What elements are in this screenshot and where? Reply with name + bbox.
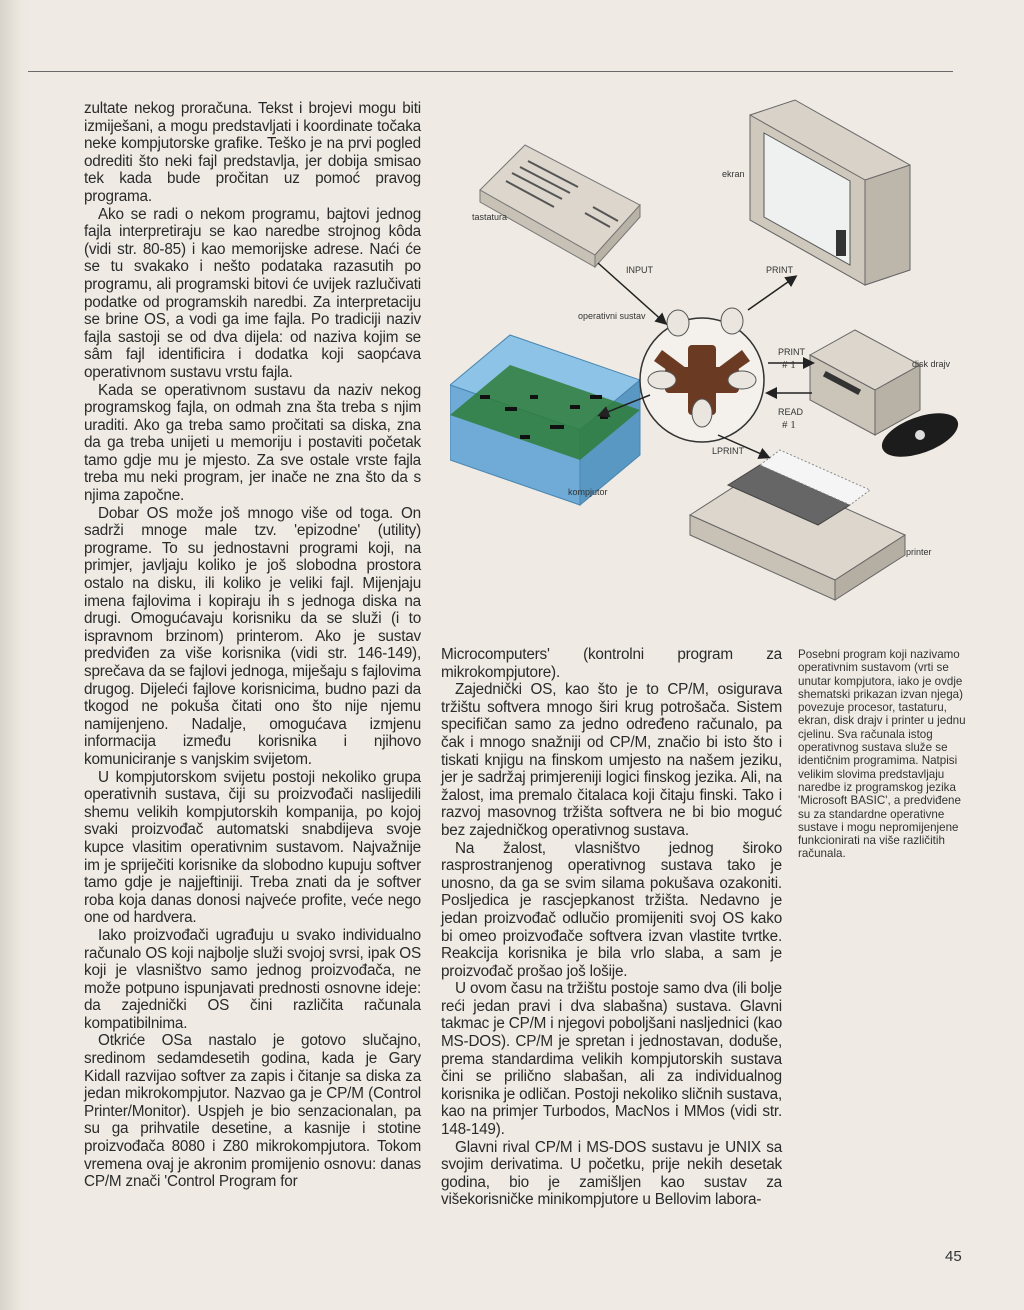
lprint-label: LPRINT — [712, 446, 745, 456]
os-diagram — [450, 95, 970, 615]
print-label: PRINT — [766, 265, 793, 275]
page-number: 45 — [945, 1248, 962, 1265]
paragraph: zultate nekog proračuna. Tekst i brojevi mogu biti izmiješani, a mogu predstavljati i koordinate točaka neke kompjutorske grafike. Teško je na prvi pogled odrediti što neki fajl predstavlja, jer dobija smisao tek kada bude pročitan uz pomoć pravog programa. — [84, 100, 421, 205]
keyboard-illustration — [480, 145, 640, 267]
top-rule — [28, 71, 953, 72]
figure-caption: Posebni program koji nazivamo operativnim sustavom (vrti se unutar kompjutora, iako je ovdje shematski prikazan izvan njega) povezuje procesor, tastaturu, ekran, disk drajv i printer u jednu cjelinu. Sva računala istog operativnog sustava služe se identičnim programima. Natpisi velikim slovima predstavljaju naredbe iz programskog jezika 'Microsoft BASIC', a predviđene su za standardne operativne sustave i mogu nepromijenjene funkcionirati na više različitih računala. — [798, 648, 966, 861]
read1-number: # 1 — [782, 419, 796, 431]
os-hub — [640, 308, 764, 442]
print1-label: PRINT — [778, 347, 805, 357]
printer-illustration — [690, 450, 905, 600]
text-column-left — [84, 100, 421, 1191]
screen-label: ekran — [722, 169, 745, 179]
paragraph: Microcomputers' (kontrolni program za mikrokompjutore). — [441, 646, 782, 681]
paragraph: Kada se operativnom sustavu da naziv nekog programskog fajla, on odmah zna šta treba s njim uraditi. Ako ga treba samo pročitati sa diska, zna da ga treba unijeti u memoriju i postaviti početak tamo gdje mu je mjesto. Za sve ostale vrste fajla treba mu neki program, jer inače ne zna što da s njima započne. — [84, 381, 421, 505]
paragraph: Na žalost, vlasništvo jednog široko rasprostranjenog operativnog sustava tako je unosno, da ga se svim silama pokušava ozakoniti. Posljedica je rascjepkanost tržišta. Nedavno je jedan proizvođač odlučio promijeniti svoj OS kako bi omeo proizvođače softvera izvan vlastite tvrtke. Reakcija korisnika je bila vrlo slaba, a sam je proizvođač prošao još lošije. — [441, 839, 782, 980]
paragraph: Ako se radi o nekom programu, bajtovi jednog fajla interpretiraju se kao naredbe strojnog kôda (vidi str. 80-85) i kao memorijske adrese. Naći će se tu svakako i nešto podataka razasutih po programu, ali programski bitovi će uvijek razlučivati podatke od programskih naredbi. Za interpretaciju se brine OS, a vodi ga ime fajla. Po tradiciji naziv fajla sastoji se od dva dijela: od naziva kojim se sâm fajl identificira i dodatka koji saopćava operativnom sustavu vrstu fajla. — [84, 205, 421, 381]
read1-label: READ — [778, 407, 804, 417]
paragraph: Glavni rival CP/M i MS-DOS sustavu je UNIX sa svojim derivatima. U početku, prije nekih desetak godina, bio je zamišljen kao sustav za višekorisničke minikompjutore u Bellovim labora- — [441, 1138, 782, 1209]
input-label: INPUT — [626, 265, 653, 275]
page-gutter — [0, 0, 30, 1310]
paragraph: Dobar OS može još mnogo više od toga. On sadrži mnoge male tzv. 'epizodne' (utility) programe. To su jednostavni programi koji, na primjer, javljaju koliko je još slobodna prostora ostalo na disku, ili koliko je veliki fajl. Mijenjaju imena fajlovima i kopiraju ih s jednoga diska na drugi. Omogućavaju korisniku da se služi (i to ispravnom brzinom) printerom. Ako je sustav predviđen za više korisnika (vidi str. 146-149), sprečava da se fajlovi jednoga, miješaju s fajlovima drugog. Dijeleći fajlove korisnicima, budno pazi da tkogod ne pokuša čitati ono što nije njemu namijenjeno. Nadalje, omogućava izmjenu informacija između korisnika i njihovo komuniciranje s vanjskim svijetom. — [84, 504, 421, 768]
paragraph: Iako proizvođači ugrađuju u svako individualno računalo OS koji najbolje služi svojoj svrsi, ipak OS koji je vlasništvo samo jednog proizvođača, ne može potpuno ispunjavati prednosti osnovne ideje: da zajednički OS čini različita računala kompatibilnima. — [84, 926, 421, 1032]
paragraph: Zajednički OS, kao što je to CP/M, osigurava tržištu softvera mnogo širi krug potrošača. Sistem specifičan samo za jedno određeno računalo, pa čak i mnogo snažniji od CP/M, značio bi isto što i tiskati knjigu na finskom umjesto na našem jeziku, jer je sadržaj primjereniji logici finskog jezika. Ali, na žalost, ima premalo čitalaca koji čitaju finski. Tako i razvoj masovnog tržišta softvera ne bi bio moguć bez zajedničkog operativnog sustava. — [441, 681, 782, 839]
os-label: operativni sustav — [578, 311, 646, 321]
monitor-illustration — [750, 100, 910, 285]
disk-drive-illustration — [810, 330, 964, 466]
printer-label: printer — [906, 547, 932, 557]
paragraph: Otkriće OSa nastalo je gotovo slučajno, sredinom sedamdesetih godina, kada je Gary Kidall razvijao softver za zapis i čitanje sa diska za jedan mikrokompjutor. Nazvao ga je CP/M (Control Printer/Monitor). Uspjeh je bio senzacionalan, pa su ga prihvatile desetine, a kasnije i stotine proizvođača 8080 i Z80 mikrokompjutora. Tokom vremena ovaj je akronim promijenio osnovu: danas CP/M znači 'Control Program for — [84, 1032, 421, 1191]
text-column-right — [441, 646, 782, 1209]
paragraph: U kompjutorskom svijetu postoji nekoliko grupa operativnih sustava, čiji su proizvođači naslijedili shemu velikih kompjutorskih kompanija, po kojoj svaki proizvođač automatski snabdijeva svoje kupce vlasitim operativnim sustavom. Najvažnije im je spriječiti korisnike da slobodno kupuju softver tamo gdje je najjeftiniji. Treba znati da je softver roba koja danas donosi najveće profite, veće nego one od hardvera. — [84, 768, 421, 927]
print1-number: # 1 — [782, 359, 796, 371]
paragraph: U ovom času na tržištu postoje samo dva (ili bolje reći jedan pravi i dva slabašna) sustava. Glavni takmac je CP/M i njegovi poboljšani nasljednici (kao MS-DOS). CP/M je spretan i jednostavan, doduše, prema standardima velikih kompjutorskih sustava čini se prilično slabašan, ali za individualnog korisnika je odličan. Postoji nekoliko sličnih sustava, kao na primjer Turbodos, MacNos i MMos (vidi str. 148-149). — [441, 980, 783, 1139]
keyboard-label: tastatura — [472, 212, 508, 222]
computer-label: kompjutor — [568, 487, 608, 497]
disk-label: disk drajv — [912, 359, 951, 369]
computer-illustration — [450, 335, 640, 505]
